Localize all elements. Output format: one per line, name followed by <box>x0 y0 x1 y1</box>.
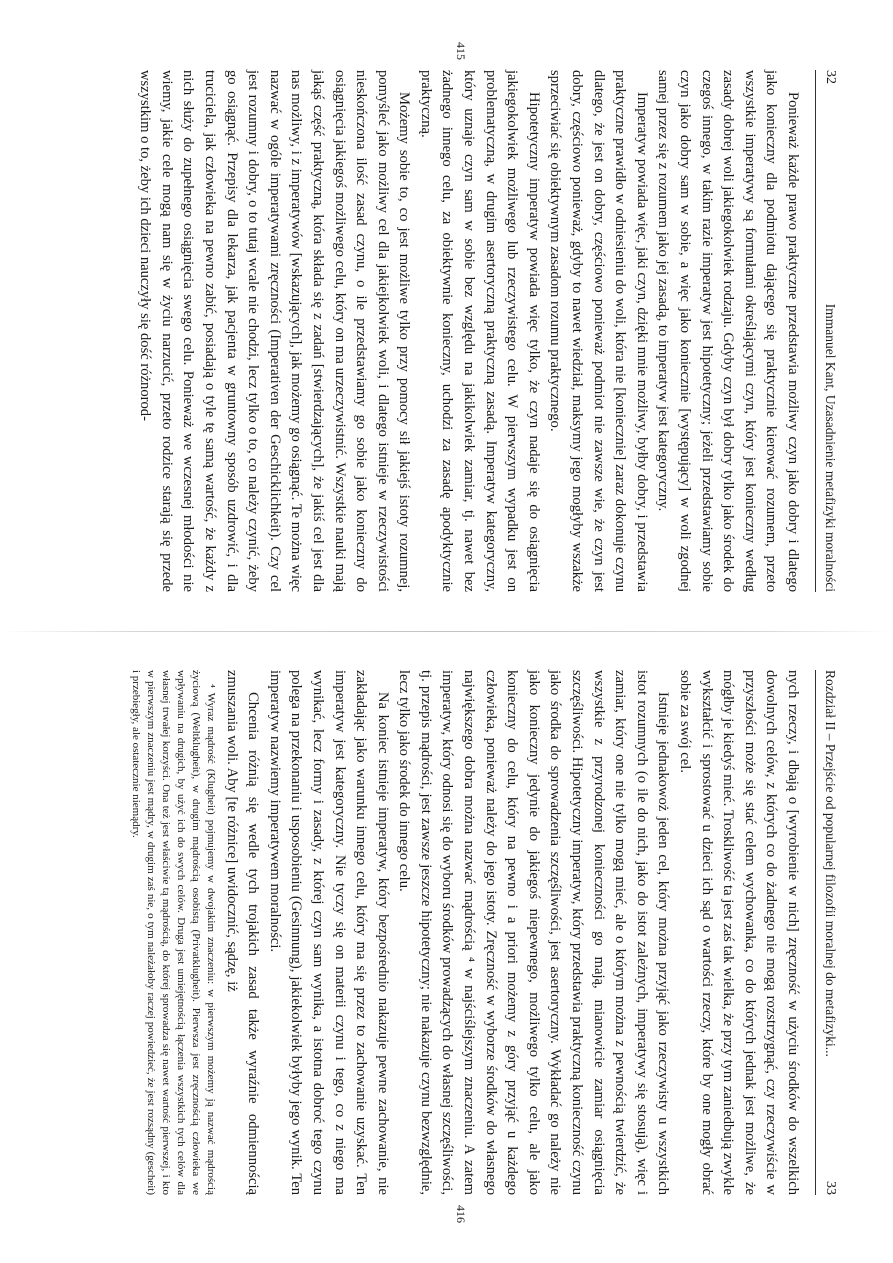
running-head: Immanuel Kant, Uzasadnienie metafizyki moralności <box>823 303 838 592</box>
page-number: 33 <box>823 1181 838 1195</box>
paragraph: Istnieje jednakowoż jeden cel, który można przyjąć jako rzeczywisty u wszystkich istot rozumnych (o ile do nich, jako do istot zależnych, imperatywy się stosują), więc i zamiar, który one nie tylko mogą mieć, ale o którym można z pewnością twierdzić, że wszystkie z przyrodzonej konieczności go mają, mianowicie zamiar osiągnięcia szczęśliwości. Hipotetyczny imperatyw, który przedstawia praktyczną konieczność czynu jako środka do sprowadzenia szczęśliwości, jest asertoryczny. Wykładać go należy nie jako konieczny jedynie do jakiegoś niepewnego, możliwego tylko celu, ale jako konieczny do celu, który na pewno i a priori możemy z góry przyjąć u każdego człowieka, ponieważ należy do jego istoty. Zręczność w wyborze środków do własnego największego dobra można nazwać mądrością ⁴ w najściślejszym znaczeniu. A zatem imperatyw, który odnosi się do wyboru środków prowadzących do własnej szczęśliwości, tj. przepis mądrości, jest zawsze jeszcze hipotetyczny; nie nakazuje czynu bezwzględnie, lecz tylko jako środek do innego celu. <box>396 670 672 1195</box>
paragraph: Imperatyw powiada więc, jaki czyn, dzięki mnie możliwy, byłby dobry, i przedstawia praktyczne prawidło w odniesieniu do woli, która nie [koniecznie] zaraz dokonuje czynu dlatego, że jest on dobry, częściowo ponieważ podmiot nie zawsze wie, że czyn jest dobry, częściowo ponieważ, gdyby to nawet wiedział, maksymy jego mogłyby wszakże sprzeciwiać się obiektywnym zasadom rozumu praktycznego. <box>547 70 650 592</box>
paragraph: Chcenia różnią się wedle tych trojakich zasad także wyraźnie odmiennością zmuszania woli. Aby [te różnice] uwidocznić, sądzę, iż <box>223 670 262 1195</box>
paragraph: Możemy sobie to, co jest możliwe tylko przy pomocy sił jakiejś istoty rozumnej, pomyśleć jako możliwy cel dla jakiejkolwiek woli, i dlatego istnieje w rzeczywistości nieskończona ilość zasad czynu, o ile przedstawiamy go sobie jako konieczny do osiągnięcia jakiegoś możliwego celu, który on ma urzeczywistnić. Wszystkie nauki mają jakąś część praktyczną, która składa się z zadań [stwierdzających], że jakiś cel jest dla nas możliwy, i z imperatywów [wskazujących], jak możemy go osiągnąć. Te można więc nazwać w ogóle imperatywami zręczności (Imperativen der Geschicklichkeit). Czy cel jest rozumny i dobry, o to tutaj wcale nie chodzi, lecz tylko o to, co należy czynić, żeby go osiągnąć. Przepisy dla lekarza, jak pacjenta w gruntowny sposób uzdrowić, i dla truciciela, jak człowieka na pewno zabić, posiadają o tyle tę samą wartość, że każdy z nich służy do zupełnego osiągnięcia swego celu. Ponieważ we wczesnej młodości nie wiemy, jakie cele mogą nam się w życiu narzucić, przeto rodzice starają się przede wszystkim o to, żeby ich dzieci nauczyły się dość różnorod- <box>137 70 413 592</box>
paragraph: Hipotetyczny imperatyw powiada więc tylko, że czyn nadaje się do osiągnięcia jakiegokolwiek możliwego lub rzeczywistego celu. W pierwszym wypadku jest on problematyczną, w drugim asertoryczną praktyczną zasadą. Imperatyw kategoryczny, który uznaje czyn sam w sobie bez względu na jakikolwiek zamiar, tj. nawet bez żadnego innego celu, za obiektywnie konieczny, uchodzi za zasadę apodyktycznie praktyczną. <box>417 70 542 592</box>
margin-number: 415 <box>454 42 468 60</box>
footnote-text: ⁴ Wyraz mądrość (Klugheit) pojmujemy w dwojakim znaczeniu: w pierwszym możemy ją nazwać mądrością życiową (Weltklugheit), w drugim mądrością osobistą (Privatklugheit). Pierwsza jest zręcznością człowieka we wpływaniu na drugich, by użyć ich do swych celów. Druga jest umiejętnością łączenia wszystkich tych celów dla własnej trwałej korzyści. Ona też jest właściwie tą mądrością, do której sprowadza się nawet wartość pierwszej, i kto w pierwszym znaczeniu jest mądry, w drugim zaś nie, o tym należałoby raczej powiedzieć, że jest rozsądny (gescheit) i przebiegły, ale ostatecznie niemądry. <box>130 670 217 1195</box>
running-head: Rozdział II – Przejście od popularnej filozofii moralnej do metafizyki... <box>823 670 838 1057</box>
paragraph: Ponieważ każde prawo praktyczne przedstawia możliwy czyn jako dobry i dlatego jako konieczny dla podmiotu dającego się praktycznie kierować rozumem, przeto wszystkie imperatywy są formułami określającymi czyn, który jest konieczny według zasady dobrej woli jakiegokolwiek rodzaju. Gdyby czyn był dobry tylko jako środek do czegoś innego, w takim razie imperatyw jest hipotetyczny; jeżeli przedstawiamy sobie czyn jako dobry sam w sobie, a więc jako koniecznie [występujący] w woli zgodnej samej przez się z rozumem jako jej zasadą, to imperatyw jest kategoryczny. <box>655 70 801 592</box>
right-page-header <box>815 670 838 1195</box>
margin-number: 416 <box>454 1205 468 1223</box>
paragraph: Na koniec istnieje imperatyw, który bezpośrednio nakazuje pewne zachowanie, nie zakładając jako warunku innego celu, który ma się przez to zachowanie uzyskać. Ten imperatyw jest kategoryczny. Nie tyczy się on materii czynu i tego, co z niego ma wynikać, lecz formy i zasady, z której czyn sam wynika, a istotna dobroć tego czynu polega na przekonaniu i usposobieniu (Gesinnung), jakiekolwiek byłyby jego wynik. Ten imperatyw nazwiemy imperatywem moralności. <box>266 670 391 1195</box>
left-page-body <box>134 70 803 592</box>
left-page-header <box>815 70 838 592</box>
paragraph: nych rzeczy, i dbają o [wyrobienie w nich] zręczność w użyciu środków do wszelkich dowolnych celów, z których co do żadnego nie mogą rozstrzygnąć, czy rzeczywiście w przyszłości może się stać celem wychowanka, co do których jednak jest możliwe, że mógłby je kiedyś mieć. Troskliwość ta jest zaś tak wielka, że przy tym zaniedbują zwykle wykształcić i sprostować u dzieci ich sąd o wartości rzeczy, które by one mogły obrać sobie za swój cel. <box>677 670 801 1195</box>
footnote <box>128 670 218 1195</box>
page-number: 32 <box>823 70 838 84</box>
right-page-body <box>220 670 803 1195</box>
right-page <box>0 632 893 1263</box>
